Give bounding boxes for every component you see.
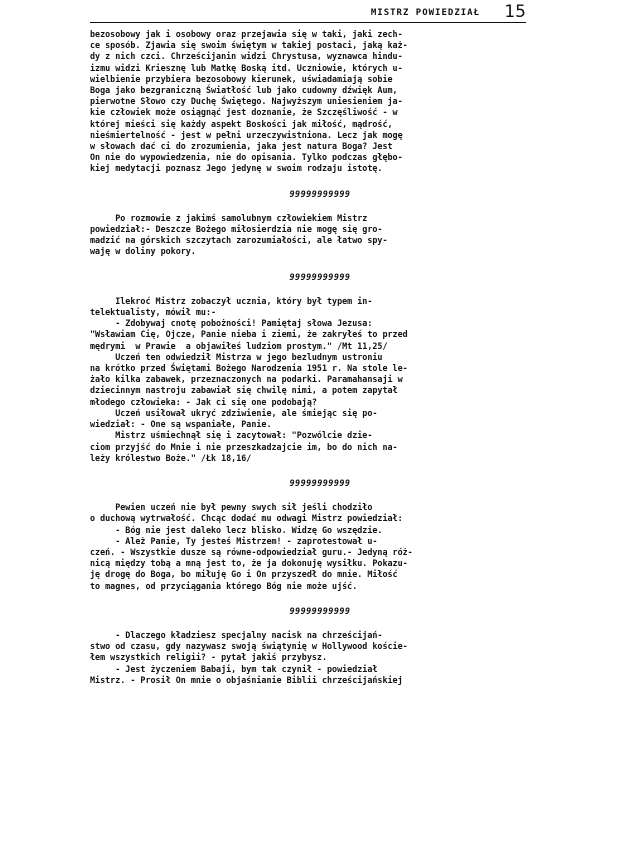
- text-line: "Wsławiam Cię, Ojcze, Panie nieba i ziemi, że zakryłeś to przed: [90, 329, 408, 340]
- text-line: powiedział:- Deszcze Bożego miłosierdzia nie mogę się gro-: [90, 224, 383, 235]
- text-line: - Dlaczego kładziesz specjalny nacisk na chrześcijań-: [90, 629, 383, 640]
- text-line: madzić na górskich szczytach zarozumiałości, ale łatwo spy-: [90, 235, 388, 246]
- text-line: bezosobowy jak i osobowy oraz przejawia się w taki, jaki zech-: [90, 29, 403, 39]
- text-line: - Zdobywaj cnotę pobożności! Pamiętaj słowa Jezusa:: [90, 318, 373, 329]
- text-line: Mistrz. - Prosił On mnie o objaśnianie Biblii chrześcijańskiej: [90, 674, 403, 685]
- text-line: w słowach dać ci do zrozumienia, jaka jest natura Boga? Jest: [90, 141, 393, 152]
- text-line: nieśmiertelność - jest w pełni urzeczywistniona. Lecz jak mogę: [90, 129, 403, 140]
- text-line: izmu widzi Kriesznę lub Matkę Boską itd. Uczniowie, których u-: [90, 62, 403, 73]
- section-separator: 99999999999: [289, 477, 351, 488]
- page-body: [90, 29, 550, 686]
- text-line: na krótko przed Świętami Bożego Narodzenia 1951 r. Na stole le-: [90, 363, 408, 374]
- text-line: wielbienie przybiera bezosobowy kierunek, uświadamiają sobie: [90, 73, 393, 84]
- text-line: Mistrz uśmiechnął się i zacytował: "Pozwólcie dzie-: [90, 430, 373, 441]
- text-line: ję drogę do Boga, bo miłuję Go i On przyszedł do mnie. Miłość: [90, 569, 398, 580]
- section-separator: 99999999999: [289, 271, 351, 282]
- page-header: [90, 2, 526, 22]
- text-line: telektualisty, mówił mu:-: [90, 307, 217, 318]
- text-line: to magnes, od przyciągania którego Bóg nie może ujść.: [90, 580, 358, 591]
- text-line: dziecinnym nastroju zabawiał się chwilę nimi, a potem zapytał: [90, 385, 398, 396]
- text-line: o duchową wytrwałość. Chcąc dodać mu odwagi Mistrz powiedział:: [90, 513, 403, 524]
- text-line: nicą między tobą a mną jest to, że ja dokonuję wysiłku. Pokazu-: [90, 558, 408, 569]
- text-line: której mieści się każdy aspekt Boskości jak miłość, mądrość,: [90, 118, 393, 129]
- header-rule: [90, 22, 526, 23]
- text-line: leży królestwo Boże." /Łk 18,16/: [90, 452, 252, 463]
- running-head: MISTRZ POWIEDZIAŁ: [370, 8, 480, 18]
- text-line: stwo od czasu, gdy nazywasz swoją świątynię w Hollywood koście-: [90, 641, 408, 652]
- text-line: Boga jako bezgraniczną Światłość lub jako cudowny dźwięk Aum,: [90, 85, 398, 96]
- text-line: Pewien uczeń nie był pewny swych sił jeśli chodziło: [90, 502, 373, 513]
- text-line: ciom przyjść do Mnie i nie przeszkadzajcie im, bo do nich na-: [90, 441, 398, 452]
- text-line: Po rozmowie z jakimś samolubnym człowiekiem Mistrz: [90, 212, 368, 223]
- text-line: Uczeń ten odwiedził Mistrza w jego bezludnym ustroniu: [90, 351, 383, 362]
- text-line: żało kilka zabawek, przeznaczonych na podarki. Paramahansaji w: [90, 374, 403, 385]
- text-line: czeń. - Wszystkie dusze są równe-odpowiedział guru.- Jedyną róż-: [90, 546, 413, 557]
- text-line: kiej medytacji poznasz Jego jedynę w swoim rodzaju istotę.: [90, 163, 383, 174]
- page-number: 15: [504, 2, 526, 22]
- section-separator: 99999999999: [289, 605, 351, 616]
- text-line: mędrymi w Prawie a objawiłeś ludziom prostym." /Mt 11,25/: [90, 340, 388, 351]
- text-line: ce sposób. Zjawia się swoim świętym w takiej postaci, jaką każ-: [90, 40, 408, 51]
- text-line: młodego człowieka: - Jak ci się one podobają?: [90, 396, 317, 407]
- text-line: łem wszystkich religii? - pytał jakiś przybysz.: [90, 652, 327, 663]
- text-line: waję w doliny pokory.: [90, 246, 196, 257]
- text-line: - Jest życzeniem Babaji, bym tak czynił - powiedział: [90, 663, 378, 674]
- section-separator: 99999999999: [289, 188, 351, 199]
- text-line: Ilekroć Mistrz zobaczył ucznia, który był typem in-: [90, 295, 373, 306]
- text-line: wiedział: - One są wspaniałe, Panie.: [90, 419, 272, 430]
- text-line: Uczeń usiłował ukryć zdziwienie, ale śmiejąc się po-: [90, 407, 378, 418]
- text-line: On nie do wypowiedzenia, nie do opisania. Tylko podczas głębo-: [90, 152, 403, 163]
- text-line: dy z nich czci. Chrześcijanin widzi Chrystusa, wyznawca hindu-: [90, 51, 403, 62]
- text-line: - Bóg nie jest daleko lecz blisko. Widzę Go wszędzie.: [90, 524, 383, 535]
- text-line: - Ależ Panie, Ty jesteś Mistrzem! - zaprotestował u-: [90, 535, 378, 546]
- text-line: pierwotne Słowo czy Duchę Świętego. Najwyższym uniesieniem ja-: [90, 96, 403, 107]
- text-line: kie człowiek może osiągnąć jest doznanie, że Szczęśliwość - w: [90, 107, 398, 118]
